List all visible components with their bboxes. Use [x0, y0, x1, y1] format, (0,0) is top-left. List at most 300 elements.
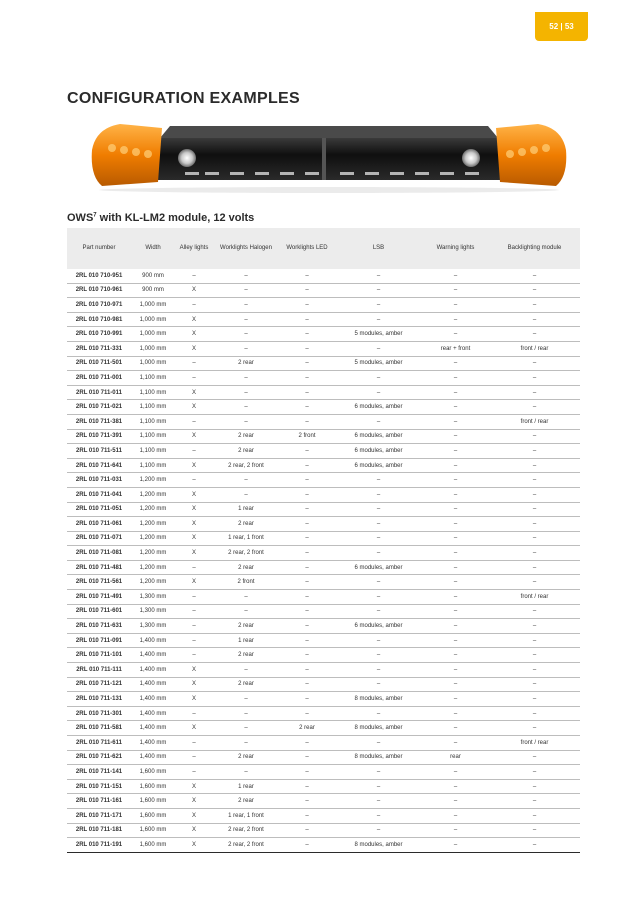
table-row — [67, 794, 580, 809]
part-number-cell: 2RL 010 711-051 — [67, 502, 131, 517]
table-cell: – — [335, 546, 422, 561]
part-number-cell: 2RL 010 711-081 — [67, 546, 131, 561]
part-number-cell: 2RL 010 711-141 — [67, 765, 131, 780]
page-title: CONFIGURATION EXAMPLES — [67, 90, 300, 107]
table-cell: – — [489, 444, 580, 459]
table-cell: – — [489, 619, 580, 634]
table-cell: X — [175, 663, 213, 678]
table-cell: – — [279, 765, 335, 780]
light-bar-image — [90, 120, 568, 196]
column-header: Warning lights — [422, 228, 489, 269]
table-cell: front / rear — [489, 736, 580, 751]
table-cell: X — [175, 677, 213, 692]
table-cell: 900 mm — [131, 283, 175, 298]
table-cell: – — [489, 808, 580, 823]
table-cell: 1,200 mm — [131, 575, 175, 590]
table-row — [67, 648, 580, 663]
part-number-cell: 2RL 010 711-621 — [67, 750, 131, 765]
table-cell: X — [175, 429, 213, 444]
part-number-cell: 2RL 010 711-041 — [67, 487, 131, 502]
table-cell: – — [489, 502, 580, 517]
table-cell: – — [279, 823, 335, 838]
table-cell: 2 rear — [213, 356, 279, 371]
table-row — [67, 838, 580, 853]
table-row — [67, 298, 580, 313]
table-cell: 1,600 mm — [131, 794, 175, 809]
part-number-cell: 2RL 010 711-101 — [67, 648, 131, 663]
table-cell: 2 front — [213, 575, 279, 590]
table-cell: X — [175, 283, 213, 298]
table-cell: – — [279, 517, 335, 532]
table-cell: 1 rear — [213, 633, 279, 648]
table-cell: X — [175, 692, 213, 707]
table-cell: – — [422, 327, 489, 342]
table-cell: – — [335, 808, 422, 823]
table-cell: – — [422, 633, 489, 648]
table-row — [67, 283, 580, 298]
table-cell: – — [175, 371, 213, 386]
part-number-cell: 2RL 010 711-031 — [67, 473, 131, 488]
table-cell: – — [422, 371, 489, 386]
part-number-cell: 2RL 010 711-071 — [67, 531, 131, 546]
table-cell: – — [489, 648, 580, 663]
table-cell: – — [335, 648, 422, 663]
table-row — [67, 356, 580, 371]
table-cell: – — [489, 750, 580, 765]
table-cell: X — [175, 546, 213, 561]
table-row — [67, 531, 580, 546]
subtitle-superscript: 7 — [93, 212, 97, 219]
table-cell: front / rear — [489, 414, 580, 429]
header-row — [67, 228, 580, 269]
table-cell: 2 rear — [213, 750, 279, 765]
table-cell: – — [175, 414, 213, 429]
table-cell: 1,000 mm — [131, 341, 175, 356]
table-cell: – — [279, 487, 335, 502]
table-cell: – — [335, 517, 422, 532]
table-cell: 2 rear — [213, 648, 279, 663]
table-cell: – — [335, 590, 422, 605]
table-cell: – — [335, 414, 422, 429]
table-cell: X — [175, 341, 213, 356]
table-cell: – — [422, 648, 489, 663]
column-header: Alley lights — [175, 228, 213, 269]
table-cell: – — [335, 677, 422, 692]
table-cell: – — [422, 269, 489, 283]
table-cell: 1,100 mm — [131, 429, 175, 444]
table-cell: – — [489, 473, 580, 488]
table-cell: – — [422, 385, 489, 400]
table-cell: – — [279, 677, 335, 692]
table-cell: – — [335, 663, 422, 678]
table-cell: 1 rear — [213, 779, 279, 794]
table-cell: – — [213, 312, 279, 327]
table-cell: – — [279, 473, 335, 488]
table-cell: – — [489, 283, 580, 298]
table-cell: – — [489, 269, 580, 283]
table-cell: – — [422, 400, 489, 415]
table-cell: – — [175, 604, 213, 619]
table-cell: – — [175, 750, 213, 765]
table-cell: 1,400 mm — [131, 692, 175, 707]
table-cell: – — [422, 458, 489, 473]
column-header: Part number — [67, 228, 131, 269]
table-row — [67, 517, 580, 532]
table-cell: – — [422, 487, 489, 502]
table-cell: – — [489, 327, 580, 342]
table-cell: – — [335, 575, 422, 590]
table-cell: – — [422, 619, 489, 634]
table-cell: – — [489, 838, 580, 853]
table-cell: – — [279, 414, 335, 429]
part-number-cell: 2RL 010 711-191 — [67, 838, 131, 853]
table-cell: – — [489, 517, 580, 532]
table-cell: 2 rear — [213, 429, 279, 444]
table-cell: X — [175, 517, 213, 532]
part-number-cell: 2RL 010 711-131 — [67, 692, 131, 707]
table-cell: – — [335, 298, 422, 313]
part-number-cell: 2RL 010 711-481 — [67, 560, 131, 575]
part-number-cell: 2RL 010 710-961 — [67, 283, 131, 298]
table-cell: – — [422, 677, 489, 692]
table-cell: – — [279, 458, 335, 473]
table-cell: 1 rear, 1 front — [213, 808, 279, 823]
table-cell: – — [489, 487, 580, 502]
table-cell: – — [279, 633, 335, 648]
table-cell: – — [279, 546, 335, 561]
table-cell: – — [213, 663, 279, 678]
part-number-cell: 2RL 010 711-491 — [67, 590, 131, 605]
table-cell: – — [335, 765, 422, 780]
part-number-cell: 2RL 010 711-391 — [67, 429, 131, 444]
part-number-cell: 2RL 010 711-111 — [67, 663, 131, 678]
table-cell: 1,100 mm — [131, 414, 175, 429]
part-number-cell: 2RL 010 711-181 — [67, 823, 131, 838]
table-cell: – — [213, 721, 279, 736]
table-cell: – — [335, 371, 422, 386]
table-cell: – — [422, 808, 489, 823]
part-number-cell: 2RL 010 711-171 — [67, 808, 131, 823]
table-cell: – — [279, 692, 335, 707]
table-cell: – — [422, 794, 489, 809]
table-cell: 1,300 mm — [131, 604, 175, 619]
table-cell: – — [279, 808, 335, 823]
part-number-cell: 2RL 010 711-631 — [67, 619, 131, 634]
table-cell: – — [422, 575, 489, 590]
table-cell: 1 rear, 1 front — [213, 531, 279, 546]
table-cell: – — [213, 692, 279, 707]
table-cell: – — [489, 400, 580, 415]
table-cell: – — [489, 765, 580, 780]
table-cell: front / rear — [489, 341, 580, 356]
table-cell: 1,200 mm — [131, 517, 175, 532]
table-cell: 1,200 mm — [131, 546, 175, 561]
table-cell: – — [213, 604, 279, 619]
table-cell: – — [422, 779, 489, 794]
part-number-cell: 2RL 010 711-331 — [67, 341, 131, 356]
table-cell: – — [422, 604, 489, 619]
table-cell: – — [422, 736, 489, 751]
table-cell: 1,600 mm — [131, 838, 175, 853]
table-cell: – — [279, 750, 335, 765]
table-cell: 2 rear, 2 front — [213, 823, 279, 838]
table-cell: X — [175, 502, 213, 517]
table-cell: – — [335, 531, 422, 546]
table-cell: – — [279, 619, 335, 634]
table-cell: – — [335, 312, 422, 327]
table-cell: – — [489, 575, 580, 590]
table-cell: 2 rear — [213, 517, 279, 532]
table-cell: – — [279, 560, 335, 575]
table-row — [67, 619, 580, 634]
table-cell: – — [422, 502, 489, 517]
table-cell: X — [175, 531, 213, 546]
part-number-cell: 2RL 010 711-581 — [67, 721, 131, 736]
table-cell: – — [489, 779, 580, 794]
table-cell: 2 rear — [213, 444, 279, 459]
table-cell: X — [175, 575, 213, 590]
table-cell: 1,100 mm — [131, 444, 175, 459]
table-cell: – — [489, 371, 580, 386]
table-cell: – — [175, 444, 213, 459]
table-cell: 1,400 mm — [131, 706, 175, 721]
table-cell: – — [279, 327, 335, 342]
table-row — [67, 312, 580, 327]
table-cell: – — [422, 546, 489, 561]
table-cell: – — [335, 502, 422, 517]
table-row — [67, 823, 580, 838]
table-cell: – — [422, 517, 489, 532]
table-cell: 1,200 mm — [131, 473, 175, 488]
table-cell: – — [213, 341, 279, 356]
part-number-cell: 2RL 010 711-601 — [67, 604, 131, 619]
table-cell: X — [175, 808, 213, 823]
table-cell: – — [422, 473, 489, 488]
table-cell: X — [175, 838, 213, 853]
table-cell: 2 rear — [213, 677, 279, 692]
column-header: LSB — [335, 228, 422, 269]
table-cell: – — [489, 356, 580, 371]
table-cell: – — [422, 721, 489, 736]
table-cell: 6 modules, amber — [335, 560, 422, 575]
table-cell: – — [279, 400, 335, 415]
table-cell: 1,400 mm — [131, 750, 175, 765]
table-cell: – — [279, 269, 335, 283]
table-cell: 1,600 mm — [131, 765, 175, 780]
table-row — [67, 677, 580, 692]
table-cell: 2 rear, 2 front — [213, 458, 279, 473]
table-cell: – — [422, 823, 489, 838]
table-cell: – — [335, 487, 422, 502]
table-cell: – — [213, 371, 279, 386]
table-cell: 6 modules, amber — [335, 400, 422, 415]
table-cell: – — [279, 298, 335, 313]
table-cell: 2 rear — [213, 619, 279, 634]
table-row — [67, 269, 580, 283]
table-cell: – — [335, 269, 422, 283]
table-cell: – — [422, 531, 489, 546]
table-cell: – — [213, 327, 279, 342]
table-cell: – — [279, 283, 335, 298]
table-cell: – — [279, 575, 335, 590]
table-cell: 1,100 mm — [131, 385, 175, 400]
table-cell: X — [175, 823, 213, 838]
table-row — [67, 721, 580, 736]
table-cell: – — [422, 298, 489, 313]
table-cell: – — [422, 283, 489, 298]
table-cell: – — [489, 298, 580, 313]
table-cell: – — [489, 663, 580, 678]
table-cell: – — [489, 794, 580, 809]
table-cell: – — [489, 546, 580, 561]
table-cell: 1,400 mm — [131, 721, 175, 736]
table-cell: 1,600 mm — [131, 779, 175, 794]
table-row — [67, 458, 580, 473]
table-cell: – — [422, 414, 489, 429]
table-cell: 900 mm — [131, 269, 175, 283]
table-cell: 2 rear, 2 front — [213, 546, 279, 561]
table-cell: – — [489, 604, 580, 619]
table-cell: X — [175, 721, 213, 736]
table-cell: 2 rear — [213, 794, 279, 809]
table-cell: 1 rear — [213, 502, 279, 517]
table-cell: front / rear — [489, 590, 580, 605]
table-cell: – — [213, 487, 279, 502]
table-cell: – — [489, 531, 580, 546]
table-cell: X — [175, 794, 213, 809]
table-row — [67, 429, 580, 444]
part-number-cell: 2RL 010 710-971 — [67, 298, 131, 313]
part-number-cell: 2RL 010 711-021 — [67, 400, 131, 415]
table-row — [67, 414, 580, 429]
table-cell: – — [422, 663, 489, 678]
table-cell: – — [213, 269, 279, 283]
table-cell: X — [175, 385, 213, 400]
table-cell: 8 modules, amber — [335, 692, 422, 707]
part-number-cell: 2RL 010 711-561 — [67, 575, 131, 590]
part-number-cell: 2RL 010 711-501 — [67, 356, 131, 371]
table-cell: 1,000 mm — [131, 327, 175, 342]
table-cell: rear — [422, 750, 489, 765]
table-cell: 1,400 mm — [131, 648, 175, 663]
table-cell: – — [335, 283, 422, 298]
table-cell: – — [213, 385, 279, 400]
table-cell: X — [175, 327, 213, 342]
table-row — [67, 736, 580, 751]
table-cell: – — [213, 706, 279, 721]
table-row — [67, 327, 580, 342]
table-cell: – — [175, 356, 213, 371]
table-cell: – — [175, 633, 213, 648]
table-cell: X — [175, 458, 213, 473]
table-cell: – — [279, 648, 335, 663]
table-cell: 6 modules, amber — [335, 444, 422, 459]
table-cell: – — [422, 356, 489, 371]
table-cell: – — [489, 312, 580, 327]
table-cell: – — [213, 590, 279, 605]
table-cell: – — [489, 633, 580, 648]
table-cell: 1,100 mm — [131, 400, 175, 415]
table-cell: – — [489, 721, 580, 736]
table-cell: – — [279, 356, 335, 371]
table-cell: – — [175, 706, 213, 721]
table-row — [67, 808, 580, 823]
table-cell: – — [335, 633, 422, 648]
part-number-cell: 2RL 010 711-381 — [67, 414, 131, 429]
table-cell: – — [489, 677, 580, 692]
part-number-cell: 2RL 010 711-121 — [67, 677, 131, 692]
table-cell: – — [279, 371, 335, 386]
table-cell: 6 modules, amber — [335, 619, 422, 634]
table-cell: 1,200 mm — [131, 531, 175, 546]
table-cell: 1,000 mm — [131, 312, 175, 327]
table-cell: – — [279, 663, 335, 678]
table-row — [67, 692, 580, 707]
part-number-cell: 2RL 010 710-951 — [67, 269, 131, 283]
table-cell: 1,300 mm — [131, 590, 175, 605]
table-cell: – — [422, 692, 489, 707]
table-cell: – — [335, 794, 422, 809]
table-cell: X — [175, 400, 213, 415]
table-cell: 2 rear, 2 front — [213, 838, 279, 853]
table-cell: – — [279, 502, 335, 517]
table-cell: – — [335, 736, 422, 751]
table-cell: – — [175, 736, 213, 751]
table-cell: – — [279, 706, 335, 721]
column-header: Backlighting module — [489, 228, 580, 269]
column-header: Worklights Halogen — [213, 228, 279, 269]
part-number-cell: 2RL 010 711-641 — [67, 458, 131, 473]
table-row — [67, 706, 580, 721]
table-cell: – — [213, 414, 279, 429]
table-cell: rear + front — [422, 341, 489, 356]
table-cell: – — [279, 590, 335, 605]
table-cell: – — [422, 312, 489, 327]
table-row — [67, 663, 580, 678]
table-cell: 1,100 mm — [131, 371, 175, 386]
part-number-cell: 2RL 010 711-061 — [67, 517, 131, 532]
table-cell: 1,600 mm — [131, 823, 175, 838]
table-cell: – — [279, 531, 335, 546]
table-row — [67, 750, 580, 765]
table-cell: 6 modules, amber — [335, 458, 422, 473]
table-cell: – — [213, 765, 279, 780]
table-cell: – — [422, 429, 489, 444]
table-cell: X — [175, 487, 213, 502]
subtitle-prefix: OWS — [67, 212, 94, 224]
table-cell: 5 modules, amber — [335, 356, 422, 371]
table-row — [67, 590, 580, 605]
part-number-cell: 2RL 010 710-991 — [67, 327, 131, 342]
table-header — [67, 228, 580, 269]
table-cell: – — [175, 473, 213, 488]
table-cell: 6 modules, amber — [335, 429, 422, 444]
table-cell: – — [279, 736, 335, 751]
table-row — [67, 487, 580, 502]
table-cell: – — [213, 283, 279, 298]
part-number-cell: 2RL 010 711-611 — [67, 736, 131, 751]
table-row — [67, 400, 580, 415]
table-cell: 1,000 mm — [131, 356, 175, 371]
table-cell: – — [489, 458, 580, 473]
table-cell: – — [335, 385, 422, 400]
part-number-cell: 2RL 010 711-301 — [67, 706, 131, 721]
table-cell: – — [213, 298, 279, 313]
table-cell: – — [175, 590, 213, 605]
table-cell: – — [422, 444, 489, 459]
table-cell: – — [422, 590, 489, 605]
table-cell: – — [279, 385, 335, 400]
